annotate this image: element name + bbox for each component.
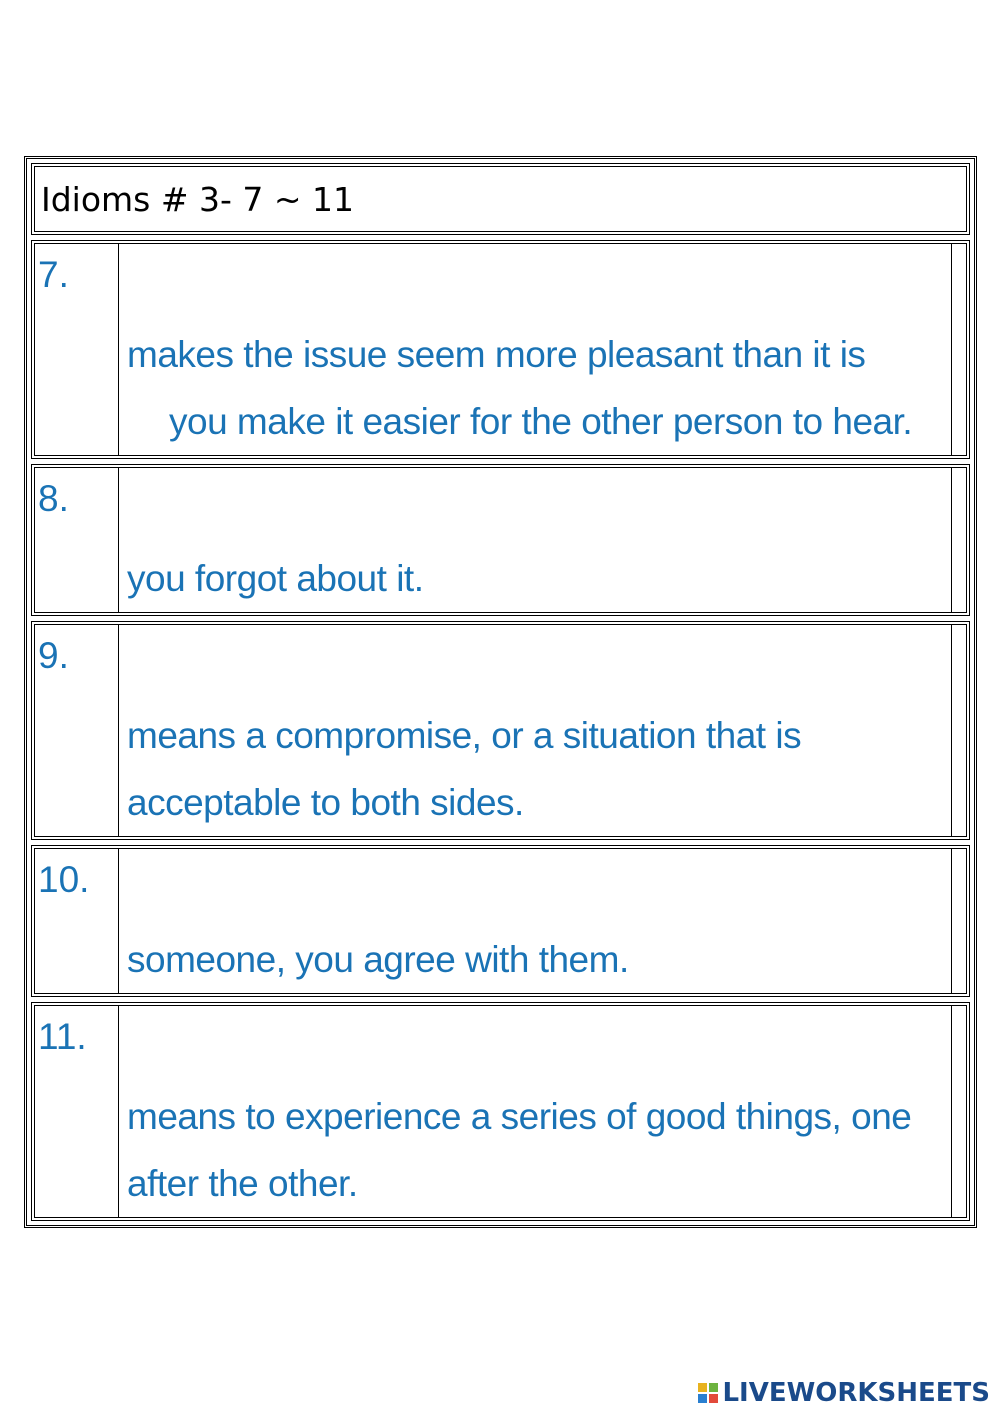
definition-line: someone, you agree with them.	[127, 939, 629, 980]
worksheet-title: Idioms # 3- 7 ~ 11	[31, 163, 970, 235]
item-definition	[119, 244, 952, 455]
definition-line: acceptable to both sides.	[127, 782, 524, 823]
item-10	[31, 845, 970, 997]
answer-blank[interactable]	[127, 635, 951, 702]
item-definition	[119, 1006, 952, 1217]
logo-squares-icon	[698, 1383, 718, 1403]
worksheet-table	[24, 156, 977, 1228]
answer-blank[interactable]	[127, 478, 951, 545]
item-7	[31, 240, 970, 459]
logo-square	[698, 1383, 707, 1392]
item-definition	[119, 468, 952, 612]
logo-square	[709, 1383, 718, 1392]
definition-line: means a compromise, or a situation that is	[127, 715, 802, 756]
item-definition	[119, 625, 952, 836]
item-number: 11.	[35, 1006, 119, 1217]
item-number: 7.	[35, 244, 119, 455]
item-9	[31, 621, 970, 840]
logo-text: LIVEWORKSHEETS	[722, 1378, 990, 1408]
liveworksheets-logo	[698, 1378, 990, 1408]
item-11	[31, 1002, 970, 1221]
definition-line: you make it easier for the other person to hear.	[169, 401, 913, 442]
logo-square	[698, 1394, 707, 1403]
definition-line: means to experience a series of good things, one	[127, 1096, 912, 1137]
answer-blank[interactable]	[127, 859, 951, 926]
item-number: 10.	[35, 849, 119, 993]
item-8	[31, 464, 970, 616]
logo-square	[709, 1394, 718, 1403]
answer-blank[interactable]	[127, 1016, 951, 1083]
item-definition	[119, 849, 952, 993]
item-number: 8.	[35, 468, 119, 612]
definition-line: makes the issue seem more pleasant than it is	[127, 334, 866, 375]
definition-line: after the other.	[127, 1163, 358, 1204]
answer-blank[interactable]	[127, 254, 951, 321]
definition-line: you forgot about it.	[127, 558, 424, 599]
item-number: 9.	[35, 625, 119, 836]
